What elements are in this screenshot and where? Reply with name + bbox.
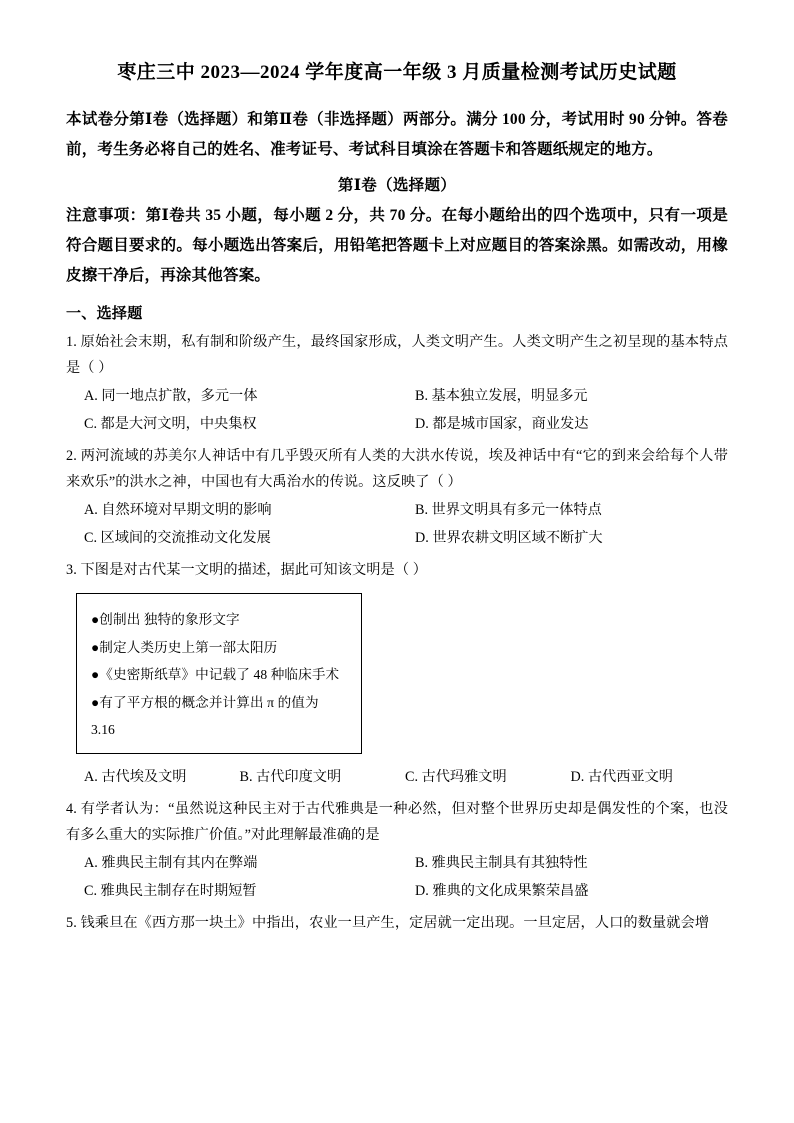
- option-d[interactable]: D. 雅典的文化成果繁荣昌盛: [415, 882, 589, 899]
- question-options: [66, 764, 728, 792]
- figure-line: ●制定人类历史上第一部太阳历: [91, 639, 278, 655]
- question-stem: 5. 钱乘旦在《西方那一块土》中指出，农业一旦产生，定居就一定出现。一旦定居，人口的数量就会增: [66, 914, 710, 931]
- option-b[interactable]: B. 雅典民主制具有其独特性: [415, 855, 588, 872]
- exam-instructions: 本试卷分第Ⅰ卷（选择题）和第Ⅱ卷（非选择题）两部分。满分 100 分，考试用时 90 分钟。答卷前，考生务必将自己的姓名、准考证号、考试科目填涂在答题卡和答题纸规定的地方。: [66, 110, 728, 158]
- option-d[interactable]: D. 世界农耕文明区域不断扩大: [415, 529, 603, 546]
- option-c[interactable]: C. 都是大河文明，中央集权: [84, 415, 257, 432]
- question-stem: 3. 下图是对古代某一文明的描述，据此可知该文明是（ ）: [66, 561, 428, 578]
- question-figure-box: [76, 593, 362, 754]
- part-one-heading: 第Ⅰ卷（选择题）: [337, 177, 457, 195]
- option-c[interactable]: C. 古代玛雅文明: [405, 769, 507, 786]
- figure-line: ●创制出 独特的象形文字: [91, 611, 240, 627]
- option-a[interactable]: A. 古代埃及文明: [84, 769, 187, 786]
- figure-line: ●有了平方根的概念并计算出 π 的值为: [91, 695, 319, 711]
- option-a[interactable]: A. 同一地点扩散，多元一体: [84, 388, 258, 405]
- option-b[interactable]: B. 古代印度文明: [239, 769, 342, 786]
- option-b[interactable]: B. 基本独立发展，明显多元: [415, 388, 588, 405]
- question-stem: 1. 原始社会末期，私有制和阶级产生，最终国家形成，人类文明产生。人类文明产生之初呈现的基本特点是（ ）: [66, 333, 728, 376]
- question-stem: 2. 两河流域的苏美尔人神话中有几乎毁灭所有人类的大洪水传说，埃及神话中有“它的到来会给每个人带来欢乐”的洪水之神，中国也有大禹治水的传说。这反映了（ ）: [66, 447, 728, 490]
- option-d[interactable]: D. 古代西亚文明: [570, 769, 673, 786]
- option-b[interactable]: B. 世界文明具有多元一体特点: [415, 502, 602, 519]
- exam-notice: 注意事项：第Ⅰ卷共 35 小题，每小题 2 分，共 70 分。在每小题给出的四个选项中，只有一项是符合题目要求的。每小题选出答案后，用铅笔把答题卡上对应题目的答案涂黑。如需改动，用橡皮擦干净后，再涂其他答案。: [66, 207, 728, 285]
- page-title: 枣庄三中 2023—2024 学年度高一年级 3 月质量检测考试历史试题: [117, 62, 677, 83]
- question-options: [66, 383, 728, 438]
- section-label-multiple-choice: 一、选择题: [66, 305, 143, 322]
- question-options: [66, 850, 728, 905]
- option-a[interactable]: A. 自然环境对早期文明的影响: [84, 502, 272, 519]
- option-c[interactable]: C. 区域间的交流推动文化发展: [84, 529, 271, 546]
- option-c[interactable]: C. 雅典民主制存在时期短暂: [84, 882, 257, 899]
- figure-line: ●《史密斯纸草》中记载了 48 种临床手术: [91, 667, 340, 683]
- figure-line-tail: 3.16: [91, 722, 115, 738]
- question-options: [66, 497, 728, 552]
- option-d[interactable]: D. 都是城市国家，商业发达: [415, 415, 589, 432]
- question-stem: 4. 有学者认为：“虽然说这种民主对于古代雅典是一种必然，但对整个世界历史却是偶发性的个案，也没有多么重大的实际推广价值。”对此理解最准确的是: [66, 800, 728, 843]
- option-a[interactable]: A. 雅典民主制有其内在弊端: [84, 855, 258, 872]
